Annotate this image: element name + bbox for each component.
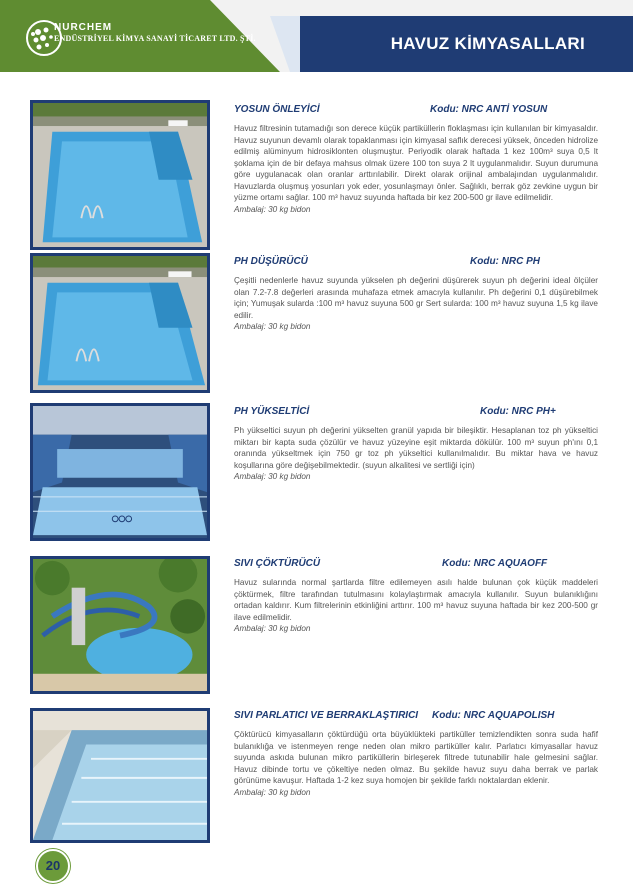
pool-photo-1 — [30, 100, 210, 250]
page-title: HAVUZ KİMYASALLARI — [390, 34, 585, 53]
product-title: SIVI ÇÖKTÜRÜCÜ — [234, 558, 321, 569]
product-ph-dusurucu — [234, 256, 598, 333]
pool-photo-5 — [30, 708, 210, 843]
product-description: Havuz sularında normal şartlarda filtre edilemeyen asılı halde bulunan çok küçük maddeleri çöktürmek, filtre tarafından tutulmasını kolaylaştırmak amacıyla kullanılır. Suyun bulanıklığını ortadan kaldırır. Kum filtrelerinin etkinliğini arttırır. 100 m³ havuz suyuna haftada bir kez 200-500 gr ilave edilmelidir. — [234, 578, 598, 622]
brand-name: NURCHEM — [54, 22, 113, 33]
product-packaging: Ambalaj: 30 kg bidon — [234, 787, 311, 797]
product-packaging: Ambalaj: 30 kg bidon — [234, 472, 311, 481]
page-number: 20 — [36, 849, 70, 883]
pool-photo-2 — [30, 253, 210, 393]
product-description: Havuz filtresinin tutamadığı son derece küçük partiküllerin floklaşması için kullanılan bir kimyasaldır. Havuz suyunun devamlı olarak topaklanması için kimyasal saflık derecesi yüksek, önceden hidrolize edilmiş alüminyum hidrosiklonten oluşmuştur. Periyodik olarak haftada 1 kez 100m³ suya 0,5 lt şoklama için de bir defaya mahsus olmak üzere 100 ton suya 2 lt uygulanmalıdır. Suyun durumuna göre uygulanacak olan oranlar arttırılabilir. Direkt olarak orijinal ambalajından uygulanmalıdır. Havuzlarda oluşmuş yosunları yok eder, yosunlaşmayı önler. Sağlıklı, berrak göz zevkine uygun bir yüzme ortamı sağlar. 100 m³ havuz suyunda haftada bir kez 200-500 gr ilave edilmelidir. — [234, 124, 598, 202]
pool-photo-4 — [30, 556, 210, 694]
product-code: Kodu: NRC PH — [470, 256, 540, 267]
product-title-row — [234, 104, 598, 118]
product-title: SIVI PARLATICI VE BERRAKLAŞTIRICI — [234, 710, 419, 721]
product-code: Kodu: NRC ANTİ YOSUN — [430, 104, 548, 115]
product-yosun-onleyici — [234, 104, 598, 215]
page-header — [0, 0, 633, 72]
product-packaging: Ambalaj: 30 kg bidon — [234, 322, 311, 331]
pool-photo-3 — [30, 403, 210, 541]
product-code: Kodu: NRC AQUAPOLISH — [432, 710, 555, 721]
product-packaging: Ambalaj: 30 kg bidon — [234, 624, 311, 633]
product-sivi-cokturucu — [234, 558, 598, 635]
product-description: Ph yükseltici suyun ph değerini yükselten granül yapıda bir bileşiktir. Hesaplanan toz ph yükseltici miktarı bir kapta suda çözülür ve havuz yüzeyine eşit miktarda dökülür. 100 m³ suyun ph'ını 0,1 oranında yükseltmek için 750 gr toz ph yükseltici kullanılmalıdır. Bu miktar hava ve havuz koşullarına göre değişebilmektedir. (suyun alkalitesi ve sertliği için) — [234, 426, 598, 470]
product-title: PH YÜKSELTİCİ — [234, 406, 310, 417]
brand-subtitle: ENDÜSTRİYEL KİMYA SANAYİ TİCARET LTD. ŞTİ. — [54, 34, 256, 43]
product-code: Kodu: NRC PH+ — [480, 406, 556, 417]
product-title-row — [234, 710, 598, 724]
product-title-row — [234, 406, 598, 420]
product-title: YOSUN ÖNLEYİCİ — [234, 104, 320, 115]
product-code: Kodu: NRC AQUAOFF — [442, 558, 548, 569]
product-ph-yukseltici — [234, 406, 598, 483]
product-description: Çeşitli nedenlerle havuz suyunda yükselen ph değerini düşürerek suyun ph değerini ideal ölçüler olan 7.2-7.8 değerleri arasında muhafaza etmek amacıyla kullanılır. Ph değerini 0,1 düşürebilmek için; Yumuşak sularda :100 m³ havuz suyuna 500 gr Sert sularda: 100 m³ havuz suyuna 1,5 kg ilave edilir. — [234, 276, 598, 320]
product-title-row — [234, 558, 598, 572]
product-sivi-parlatici — [234, 710, 598, 798]
product-packaging: Ambalaj: 30 kg bidon — [234, 204, 311, 214]
product-title-row — [234, 256, 598, 270]
product-title: PH DÜŞÜRÜCÜ — [234, 256, 308, 267]
product-description: Çöktürücü kimyasalların çöktürdüğü orta büyüklükteki partiküller temizlendikten sonra suda hafif bulanıklığa ve istenmeyen renge neden olan mikro partiküller kalır. Parlatıcı kimyasallar havuz suyunda askıda bulunan mikro partiküllerin birleşerek filtrede tutunabilir hale gelmesini sağlar. Havuz dibinde tortu ve çökeltiye neden olmaz. Bu şekilde havuz suyu daha berrak ve parlak görünüme kavuşur. Haftada 1-2 kez suya homojen bir şekilde farklı noktalardan eklenir. — [234, 730, 598, 785]
